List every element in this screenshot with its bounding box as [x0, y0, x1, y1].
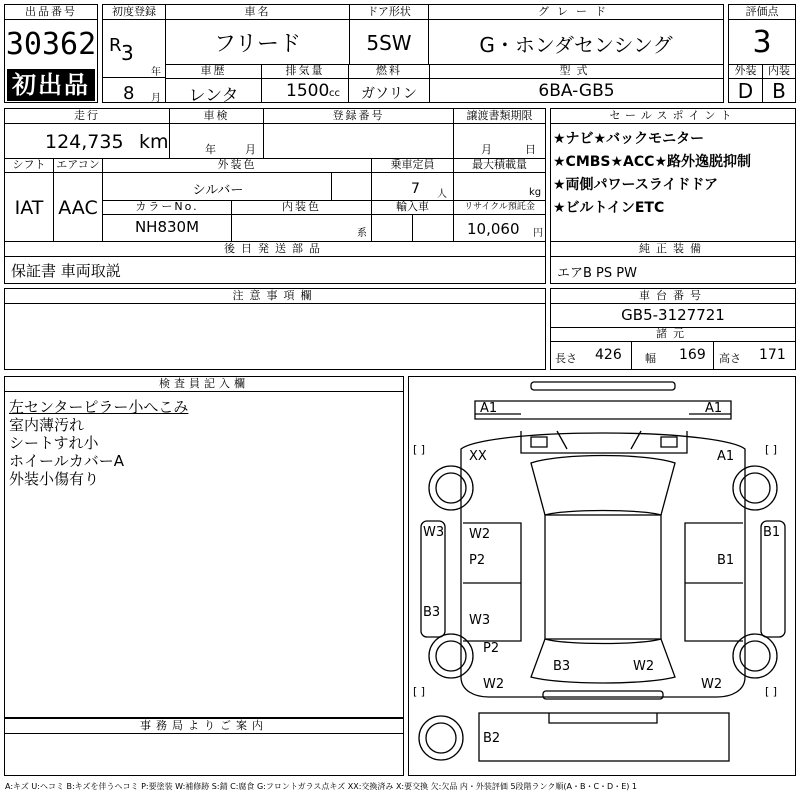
shift-label: シフト	[5, 158, 53, 173]
height-value: 171	[759, 347, 786, 363]
name-label: 車名	[166, 5, 349, 20]
later-parts-value: 保証書 車両取説	[11, 262, 121, 280]
fuel-value: ガソリン	[361, 86, 417, 102]
right-door-shape	[685, 523, 743, 641]
first-listing-badge: 初出品	[7, 69, 95, 101]
color-value: シルバー	[192, 183, 244, 198]
roof-shape	[545, 515, 661, 639]
damage-mark: W2	[469, 527, 491, 542]
damage-mark: B2	[483, 731, 501, 746]
inspector-note-4: ホイールカバーA	[9, 452, 124, 470]
damage-mark: W2	[633, 659, 655, 674]
damage-mark: W3	[469, 613, 491, 628]
sales-point-4: ★ビルトインETC	[553, 200, 665, 216]
rear-panel-inner-shape	[549, 713, 657, 723]
load-unit: kg	[529, 187, 542, 198]
damage-mark: B1	[717, 553, 735, 568]
sales-points-label: セールスポイント	[551, 109, 795, 124]
damage-mark: W3	[423, 525, 445, 540]
damage-mark: W2	[483, 677, 505, 692]
transfer-day-unit: 日	[525, 143, 536, 156]
sales-point-2: ★CMBS★ACC★路外逸脱抑制	[553, 154, 751, 170]
plate-label: 登録番号	[264, 109, 453, 124]
length-value: 426	[595, 347, 622, 363]
chassis-label: 車台番号	[551, 289, 795, 304]
load-label: 最大積載量	[454, 158, 545, 173]
score-label: 評価点	[729, 5, 795, 20]
mileage-value: 124,735	[45, 131, 124, 153]
car-outline-diagram	[409, 377, 795, 775]
rear-bumper-shape	[543, 691, 663, 699]
bracket-mark: [ ]	[765, 443, 778, 456]
inspection-month-unit: 月	[245, 143, 256, 156]
office-box	[4, 718, 404, 776]
later-parts-box	[4, 241, 546, 284]
damage-diagram	[408, 376, 796, 776]
registration-box	[102, 4, 166, 103]
vehicle-detail-grid	[4, 108, 546, 242]
mileage-unit: km	[139, 131, 169, 153]
history-label: 車歴	[166, 64, 261, 79]
chassis-box	[550, 288, 796, 370]
roof-front-shape	[531, 456, 675, 516]
displacement-unit: cc	[329, 88, 340, 99]
year-unit: 年	[151, 67, 161, 78]
damage-mark: P2	[483, 641, 500, 656]
exterior-label: 外装	[729, 64, 762, 79]
chassis-value: GB5-3127721	[621, 306, 725, 324]
length-label: 長さ	[555, 352, 577, 365]
sales-point-3: ★両側パワースライドドア	[553, 177, 719, 193]
mileage-label: 走行	[5, 109, 169, 124]
inspector-note-5: 外装小傷有り	[9, 470, 100, 488]
reg-era: R	[109, 35, 122, 56]
reg-year: 3	[121, 41, 134, 65]
genuine-equipment-box	[550, 241, 796, 284]
inspector-note-3: シートすれ小	[9, 434, 99, 452]
recycle-label: リサイクル預託金	[454, 200, 545, 215]
car-info-grid	[165, 4, 724, 106]
lot-number: 30362	[5, 27, 97, 62]
damage-mark: P2	[469, 553, 486, 568]
recycle-unit: 円	[533, 228, 543, 239]
color-label: 外装色	[103, 158, 371, 173]
model-value: 6BA-GB5	[538, 81, 615, 101]
width-label: 幅	[645, 352, 656, 365]
damage-mark: XX	[469, 449, 487, 464]
inspector-note-2: 室内薄汚れ	[9, 416, 85, 434]
shift-value: IAT	[14, 197, 44, 219]
damage-mark: B3	[423, 605, 441, 620]
capacity-unit: 人	[437, 189, 447, 200]
office-label: 事務局よりご案内	[5, 719, 403, 734]
color-no-label: カラーNo.	[103, 200, 231, 215]
sales-point-1: ★ナビ★バックモニター	[553, 131, 705, 147]
bracket-mark: [ ]	[413, 685, 426, 698]
fuel-label: 燃料	[349, 64, 429, 79]
inspector-box	[4, 376, 404, 718]
body-outline-shape	[461, 433, 745, 697]
registration-label: 初度登録	[103, 5, 165, 20]
interior-color-suffix: 系	[357, 228, 367, 239]
inspector-note-1: 左センターピラー小へこみ	[9, 398, 189, 416]
month-unit: 月	[151, 93, 161, 104]
bracket-mark: [ ]	[765, 685, 778, 698]
notes-label: 注意事項欄	[5, 289, 545, 304]
displacement-label: 排気量	[262, 64, 348, 79]
interior-label: 内装	[763, 64, 795, 79]
transfer-month-unit: 月	[481, 143, 492, 156]
capacity-label: 乗車定員	[372, 158, 453, 173]
inspector-label: 検査員記入欄	[5, 377, 403, 392]
score-value: 3	[752, 25, 772, 60]
interior-color-label: 内装色	[232, 200, 371, 215]
import-label: 輸入車	[372, 200, 453, 215]
damage-mark: A1	[480, 401, 498, 416]
damage-mark: B1	[763, 525, 781, 540]
exterior-value: D	[737, 79, 754, 103]
damage-mark: A1	[717, 449, 735, 464]
capacity-value: 7	[411, 181, 420, 197]
damage-mark: A1	[705, 401, 723, 416]
inspection-label: 車検	[170, 109, 263, 124]
ac-value: AAC	[58, 197, 98, 219]
door-label: ドア形状	[350, 5, 428, 20]
displacement-value: 1500	[286, 81, 330, 101]
door-value: 5SW	[366, 31, 412, 55]
height-label: 高さ	[719, 352, 741, 365]
inspection-year-unit: 年	[205, 143, 216, 156]
damage-mark: W2	[701, 677, 723, 692]
recycle-value: 10,060	[467, 220, 520, 238]
lot-box	[4, 4, 98, 103]
reg-month: 8	[123, 83, 135, 104]
ac-label: エアコン	[54, 158, 102, 173]
car-name: フリード	[213, 32, 302, 57]
model-label: 型式	[430, 64, 723, 79]
history-value: レンタ	[188, 86, 239, 106]
interior-value: B	[772, 79, 786, 103]
score-box	[728, 4, 796, 103]
front-bumper-shape	[531, 382, 675, 390]
notes-box	[4, 288, 546, 370]
dims-label: 諸元	[551, 327, 795, 342]
bracket-mark: [ ]	[413, 443, 426, 456]
genuine-label: 純正装備	[551, 242, 795, 257]
transfer-label: 譲渡書類期限	[454, 109, 545, 124]
lot-label: 出品番号	[5, 5, 97, 20]
legend-text: A:キズ U:ヘコミ B:キズを伴うヘコミ P:要塗装 W:補修跡 S:錆 C:腐食 G:フロントガラス点キズ XX:交換済み X:要交換 欠:欠品 内・外装評価 5段階ランク順(A・B・C・D・E) 1	[5, 782, 638, 791]
genuine-value: エアB PS PW	[557, 266, 637, 281]
grade-label: グレード	[429, 5, 723, 20]
sales-points-box	[550, 108, 796, 242]
width-value: 169	[679, 347, 706, 363]
later-parts-label: 後日発送部品	[5, 242, 545, 257]
rear-panel-shape	[479, 713, 729, 761]
grade-value: G・ホンダセンシング	[479, 33, 673, 57]
color-no-value: NH830M	[134, 218, 200, 236]
front-panel-shape	[475, 401, 731, 419]
damage-mark: B3	[553, 659, 571, 674]
